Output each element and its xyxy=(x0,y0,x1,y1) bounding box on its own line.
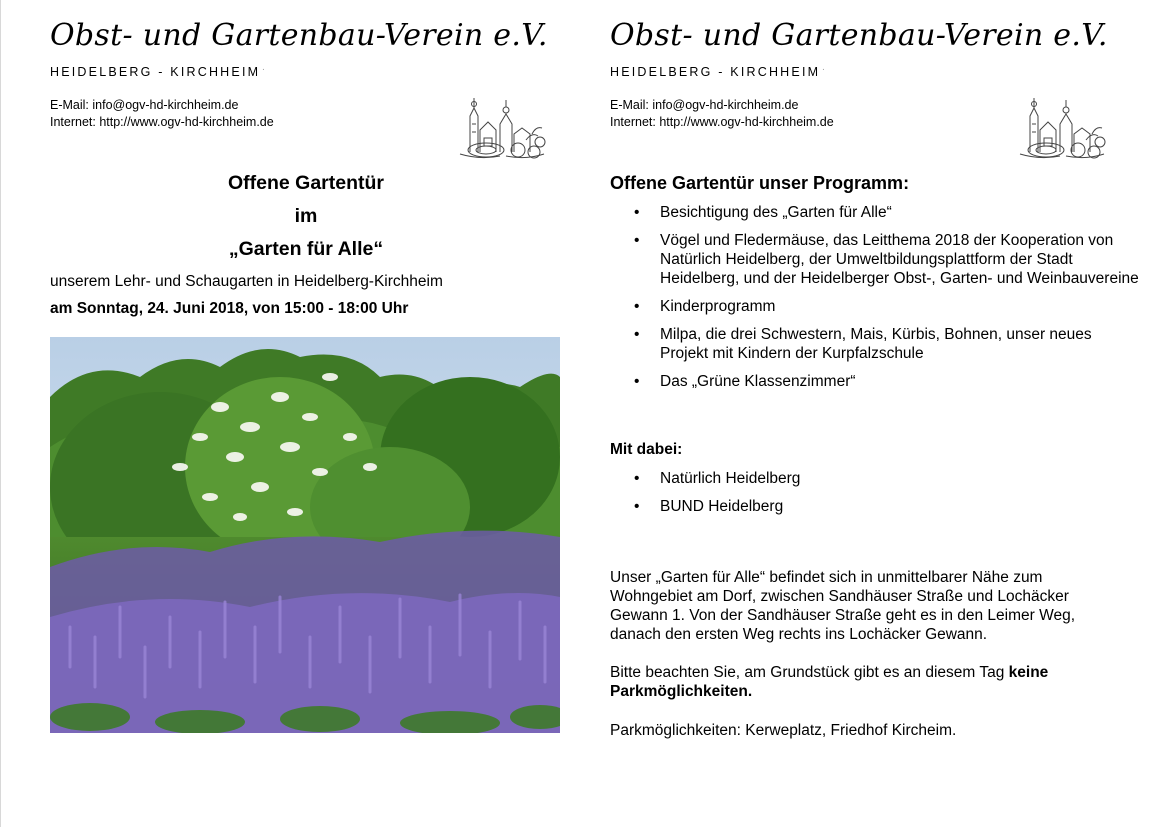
list-item: • Natürlich Heidelberg xyxy=(660,469,1140,488)
association-title: Obst- und Gartenbau-Verein e.V. xyxy=(50,18,548,53)
partners-list xyxy=(610,469,1140,525)
association-title: Obst- und Gartenbau-Verein e.V. xyxy=(610,18,1108,53)
association-location: HEIDELBERG - KIRCHHEIM · xyxy=(610,65,825,79)
parking-note: Bitte beachten Sie, am Grundstück gibt es an diesem Tag keine Parkmöglichkeiten. xyxy=(610,664,1049,700)
list-item: • Das „Grüne Klassenzimmer“ xyxy=(660,372,1140,391)
parking-options: Parkmöglichkeiten: Kerweplatz, Friedhof Kircheim. xyxy=(610,722,957,739)
event-title-line1: Offene Gartentür xyxy=(227,172,385,194)
email-line: E-Mail: info@ogv-hd-kirchheim.de xyxy=(610,98,799,112)
church-garden-logo-icon xyxy=(1016,94,1106,160)
program-list xyxy=(610,203,1140,400)
list-item: • Kinderprogramm xyxy=(660,297,1140,316)
church-garden-logo-icon xyxy=(456,94,546,160)
program-title: Offene Gartentür unser Programm: xyxy=(610,173,910,193)
list-item: • Besichtigung des „Garten für Alle“ xyxy=(660,203,1140,222)
event-title-line2: im xyxy=(294,205,318,227)
list-item: • Milpa, die drei Schwestern, Mais, Kürbis, Bohnen, unser neues Projekt mit Kindern der Kurpfalzschule xyxy=(660,325,1140,363)
contact-block xyxy=(610,97,834,131)
event-subtitle: unserem Lehr- und Schaugarten in Heidelberg-Kirchheim xyxy=(50,273,443,290)
contact-block xyxy=(50,97,274,131)
email-line: E-Mail: info@ogv-hd-kirchheim.de xyxy=(50,98,239,112)
association-location: HEIDELBERG - KIRCHHEIM · xyxy=(50,65,265,79)
internet-line: Internet: http://www.ogv-hd-kirchheim.de xyxy=(50,115,274,129)
right-page xyxy=(584,0,1168,827)
list-item: • Vögel und Fledermäuse, das Leitthema 2018 der Kooperation von Natürlich Heidelberg, der Umweltbildungsplattform der Stadt Heidelberg, und der Heidelberger Obst-, Garten- und Weinbauvereine xyxy=(660,231,1140,288)
partners-title: Mit dabei: xyxy=(610,441,683,458)
garden-photo xyxy=(50,337,560,733)
location-description: Unser „Garten für Alle“ befindet sich in unmittelbarer Nähe zum Wohngebiet am Dorf, zwischen Sandhäuser Straße und Lochäcker Gewann 1. Von der Sandhäuser Straße geht es in den Leimer Weg, danach den ersten Weg rechts ins Lochäcker Gewann. xyxy=(610,569,1075,643)
event-date: am Sonntag, 24. Juni 2018, von 15:00 - 18:00 Uhr xyxy=(50,300,409,317)
list-item: • BUND Heidelberg xyxy=(660,497,1140,516)
event-title-line3: „Garten für Alle“ xyxy=(228,238,384,260)
internet-line: Internet: http://www.ogv-hd-kirchheim.de xyxy=(610,115,834,129)
